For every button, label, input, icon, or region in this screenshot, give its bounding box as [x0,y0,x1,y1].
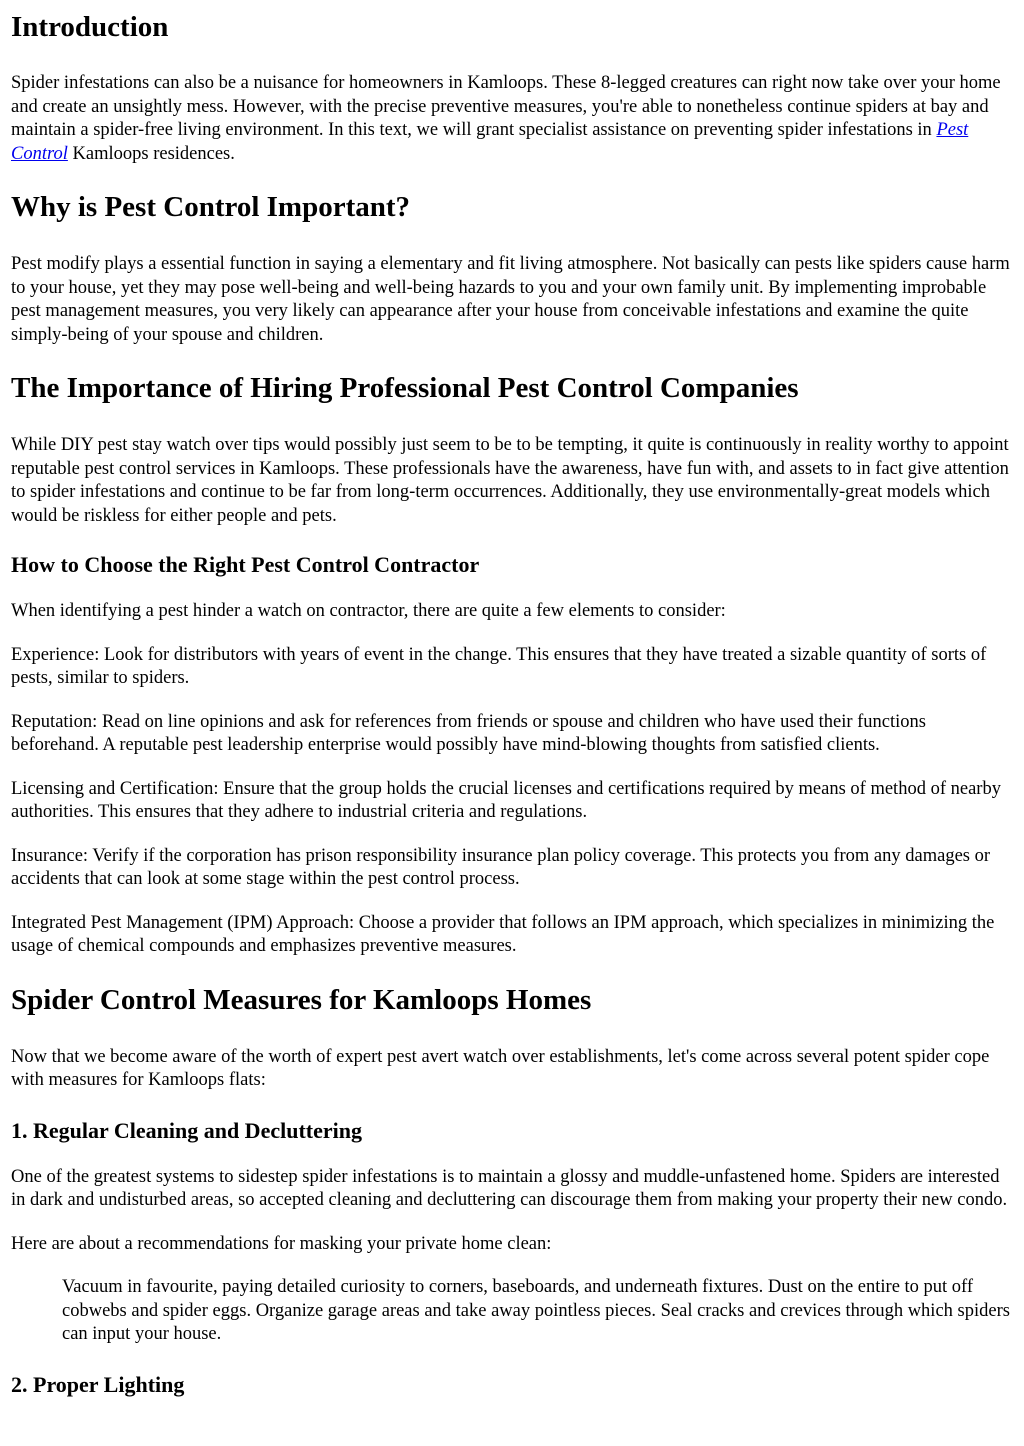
lighting-heading: 2. Proper Lighting [11,1371,185,1397]
experience-paragraph: Experience: Look for distributors with years of event in the change. This ensures that they have treated a sizable quantity of sorts of pests, similar to spiders. [11,644,987,688]
importance-paragraph: While DIY pest stay watch over tips would possibly just seem to be to be tempting, it quite is continuously in reality worthy to appoint reputable pest control services in Kamloops. These professionals have the awareness, have fun with, and assets to in fact give attention to spider infestations and continue to be far from long-term occurrences. Additionally, they use environmentally-great models which would be riskless for either people and pets. [11,435,1009,526]
cleaning-heading: 1. Regular Cleaning and Decluttering [11,1117,362,1143]
licensing-paragraph: Licensing and Certification: Ensure that the group holds the crucial licenses and certifications required by means of method of nearby authorities. This ensures that they adhere to industrial criteria and regulations. [11,778,1001,822]
choose-intro-paragraph: When identifying a pest hinder a watch on contractor, there are quite a few elements to consider: [11,601,726,621]
cleaning-tips-blockquote [62,1276,1016,1347]
why-paragraph: Pest modify plays a essential function in saying a elementary and fit living atmosphere. Not basically can pests like spiders cause harm to your house, yet they may pose well-being and well-being hazards to you and your own family unit. By implementing improbable pest management measures, you very likely can appearance after your house from conceivable infestations and examine the quite simply-being of your spouse and children. [11,254,1010,345]
cleaning-paragraph: One of the greatest systems to sidestep spider infestations is to maintain a glossy and muddle-unfastened home. Spiders are interested in dark and undisturbed areas, so accepted cleaning and decluttering can discourage them from making your property their new condo. [11,1166,1008,1210]
spider-control-heading: Spider Control Measures for Kamloops Homes [11,983,592,1016]
reputation-paragraph: Reputation: Read on line opinions and ask for references from friends or spouse and children who have used their functions beforehand. A reputable pest leadership enterprise would possibly have mind-blowing thoughts from satisfied clients. [11,711,926,755]
spider-control-paragraph: Now that we become aware of the worth of expert pest avert watch over establishments, let's come across several potent spider cope with measures for Kamloops flats: [11,1046,990,1090]
intro-heading: Introduction [11,11,169,43]
importance-heading: The Importance of Hiring Professional Pest Control Companies [11,372,799,404]
intro-text-after-link: Kamloops residences. [67,143,235,164]
intro-text-before-link: Spider infestations can also be a nuisance for homeowners in Kamloops. These 8-legged creatures can right now take over your home and create an unsightly mess. However, with the precise preventive measures, you're able to nonetheless continue spiders at bay and maintain a spider-free living environment. In this text, we will grant specialist assistance on preventing spider infestations in [11,73,1001,140]
cleaning-tips-text: Vacuum in favourite, paying detailed curiosity to corners, baseboards, and underneath fixtures. Dust on the entire to put off cobwebs and spider eggs. Organize garage areas and take away pointless pieces. Seal cracks and crevices through which spiders can input your house. [62,1277,1010,1344]
choose-contractor-heading: How to Choose the Right Pest Control Contractor [11,552,480,577]
why-heading: Why is Pest Control Important? [11,191,411,223]
insurance-paragraph: Insurance: Verify if the corporation has prison responsibility insurance plan policy coverage. This protects you from any damages or accidents that can look at some stage within the pest control process. [11,845,991,889]
cleaning-recommendations-paragraph: Here are about a recommendations for masking your private home clean: [11,1233,552,1254]
intro-paragraph [11,72,1016,166]
ipm-paragraph: Integrated Pest Management (IPM) Approach: Choose a provider that follows an IPM approach, which specializes in minimizing the usage of chemical compounds and emphasizes preventive measures. [11,912,995,956]
pest-control-link[interactable]: Pest Control [11,120,969,164]
